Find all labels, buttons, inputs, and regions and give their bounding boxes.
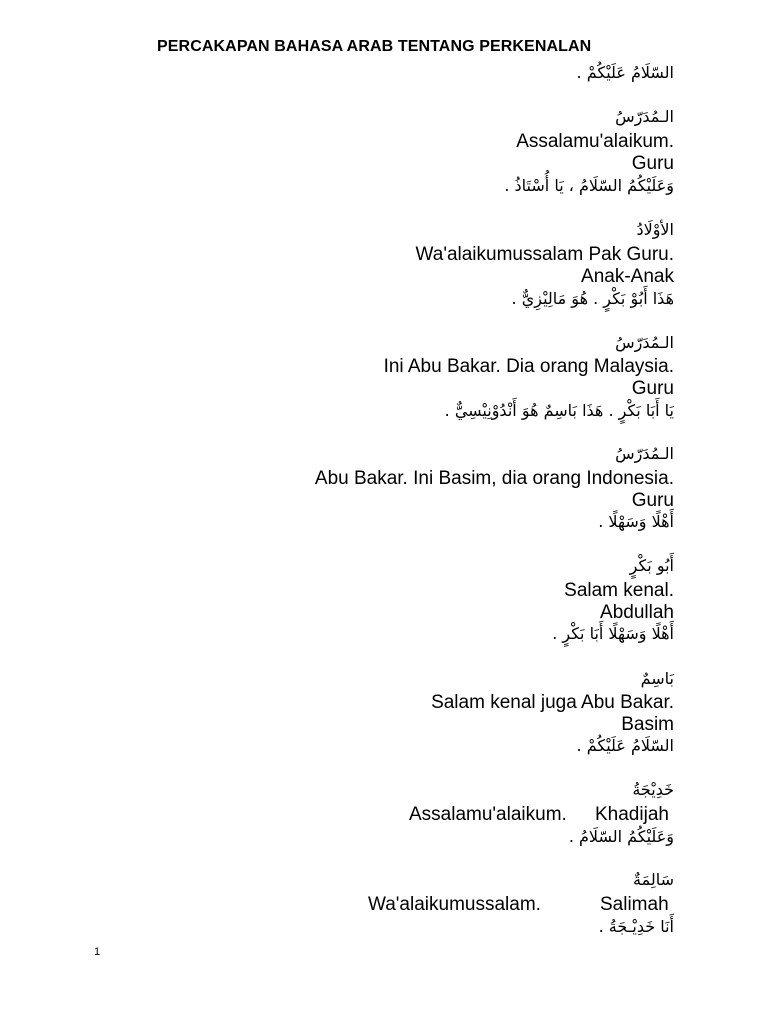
translation-line: Wa'alaikumussalam. bbox=[368, 894, 541, 915]
arabic-line: وَعَلَيْكُمُ السّلَامُ . bbox=[568, 827, 674, 846]
translation-line: Wa'alaikumussalam Pak Guru. bbox=[415, 244, 674, 265]
translation-line: Assalamu'alaikum. bbox=[409, 804, 567, 825]
speaker-name: Abdullah bbox=[600, 602, 674, 623]
arabic-line: أَهْلًا وَسَهْلًا أَبَا بَكْرٍ . bbox=[552, 624, 674, 643]
arabic-speaker: الأوْلَادُ bbox=[636, 220, 674, 239]
arabic-speaker: الـمُدَرّسُ bbox=[615, 333, 674, 352]
arabic-speaker: أَبُو بَكْرٍ bbox=[629, 556, 674, 575]
speaker-name: Khadijah bbox=[595, 804, 669, 825]
speaker-name: Guru bbox=[631, 153, 674, 174]
speaker-name: Guru bbox=[631, 378, 674, 399]
arabic-speaker: الـمُدَرّسُ bbox=[615, 107, 674, 126]
arabic-line: وَعَلَيْكُمُ السّلَامُ ، يَا أُسْتَاذُ . bbox=[504, 176, 674, 195]
translation-line: Abu Bakar. Ini Basim, dia orang Indonesia. bbox=[314, 468, 674, 489]
speaker-name: Anak-Anak bbox=[581, 266, 674, 287]
arabic-line: السّلَامُ عَلَيْكُمْ . bbox=[576, 63, 674, 82]
arabic-speaker: بَاسِمٌ bbox=[640, 669, 674, 688]
document-title: PERCAKAPAN BAHASA ARAB TENTANG PERKENALAN bbox=[157, 38, 592, 55]
arabic-line: هَذَا أَبُوْ بَكْرٍ . هُوَ مَالِيْزِيٌّ . bbox=[511, 289, 674, 308]
speaker-name: Salimah bbox=[600, 894, 669, 915]
translation-line: Salam kenal juga Abu Bakar. bbox=[431, 692, 674, 713]
arabic-speaker: سَالِمَةٌ bbox=[633, 870, 674, 889]
arabic-speaker: الـمُدَرّسُ bbox=[615, 444, 674, 463]
arabic-line: السّلَامُ عَلَيْكُمْ . bbox=[576, 736, 674, 755]
translation-line: Assalamu'alaikum. bbox=[516, 131, 674, 152]
page-number: 1 bbox=[94, 946, 101, 958]
translation-line: Ini Abu Bakar. Dia orang Malaysia. bbox=[383, 356, 674, 377]
speaker-name: Basim bbox=[621, 714, 674, 735]
arabic-line: أَنَا خَدِيْـجَةُ . bbox=[598, 917, 674, 936]
arabic-speaker: خَدِيْجَةُ bbox=[632, 780, 674, 799]
arabic-line: يَا أَبَا بَكْرٍ . هَذَا بَاسِمٌ هُوَ أَنْدُوْنِيْسِيٌّ . bbox=[444, 401, 674, 420]
speaker-name: Guru bbox=[631, 490, 674, 511]
arabic-line: أَهْلًا وَسَهْلًا . bbox=[598, 512, 674, 531]
translation-line: Salam kenal. bbox=[564, 580, 674, 601]
